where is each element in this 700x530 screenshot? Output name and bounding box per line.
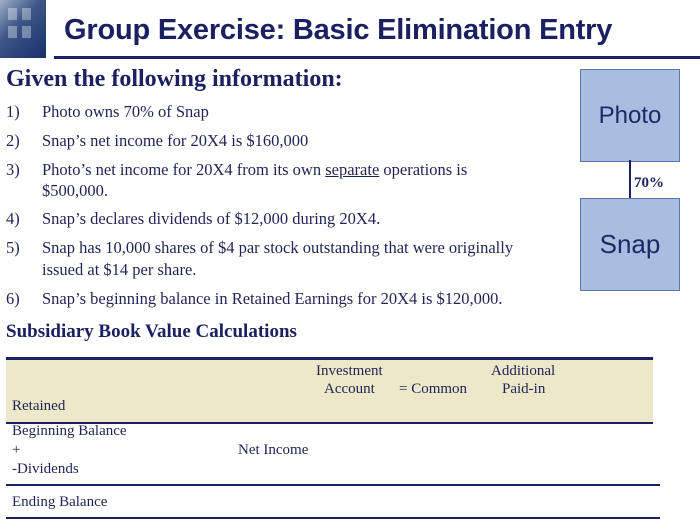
item-text bbox=[42, 160, 467, 180]
section-title: Subsidiary Book Value Calculations bbox=[6, 321, 297, 342]
header-investment: Investment bbox=[316, 363, 383, 379]
subsidiary-box bbox=[580, 198, 680, 291]
subsidiary-label: Snap bbox=[599, 229, 661, 259]
item-text-start: Photo’s net income for 20X4 from its own bbox=[42, 160, 326, 179]
item-text: Photo owns 70% of Snap bbox=[42, 102, 209, 121]
slide-title: Group Exercise: Basic Elimination Entry bbox=[64, 14, 613, 46]
row-label-net-income: Net Income bbox=[238, 442, 309, 458]
row-label-beginning: Beginning Balance bbox=[12, 423, 127, 439]
item-text: Snap’s beginning balance in Retained Earnings for 20X4 is $120,000. bbox=[42, 289, 503, 308]
underlined-word: separate bbox=[325, 160, 380, 179]
item-text: Snap’s net income for 20X4 is $160,000 bbox=[42, 131, 309, 150]
header-additional: Additional bbox=[491, 363, 556, 379]
item-number: 1) bbox=[6, 102, 20, 121]
row-label-dividends: -Dividends bbox=[12, 461, 79, 477]
item-number: 3) bbox=[6, 160, 20, 179]
ownership-connector bbox=[629, 160, 631, 198]
header-account: Account bbox=[324, 381, 375, 397]
header-common: = Common bbox=[399, 381, 468, 397]
parent-company-label: Photo bbox=[598, 101, 662, 129]
item-text-end: operations is bbox=[379, 160, 468, 179]
row-label-plus: + bbox=[12, 442, 21, 458]
item-number: 5) bbox=[6, 238, 20, 257]
header-retained: Retained bbox=[12, 398, 66, 414]
item-number: 2) bbox=[6, 131, 20, 150]
item-number: 4) bbox=[6, 209, 20, 228]
parent-company-box bbox=[580, 69, 680, 162]
item-text-continued: issued at $14 per share. bbox=[42, 260, 197, 279]
logo bbox=[0, 0, 46, 58]
item-text-continued: $500,000. bbox=[42, 181, 108, 200]
title-underline bbox=[54, 56, 700, 59]
ownership-percentage: 70% bbox=[634, 175, 664, 191]
item-number: 6) bbox=[6, 289, 20, 308]
table-bottom-rule bbox=[6, 517, 660, 519]
header-paid-in: Paid-in bbox=[502, 381, 546, 397]
table-header bbox=[6, 357, 653, 424]
row-label-ending: Ending Balance bbox=[12, 494, 108, 510]
intro-heading: Given the following information: bbox=[6, 66, 343, 92]
item-text: Snap’s declares dividends of $12,000 during 20X4. bbox=[42, 209, 381, 228]
item-text: Snap has 10,000 shares of $4 par stock outstanding that were originally bbox=[42, 238, 514, 257]
table-divider bbox=[6, 484, 660, 486]
